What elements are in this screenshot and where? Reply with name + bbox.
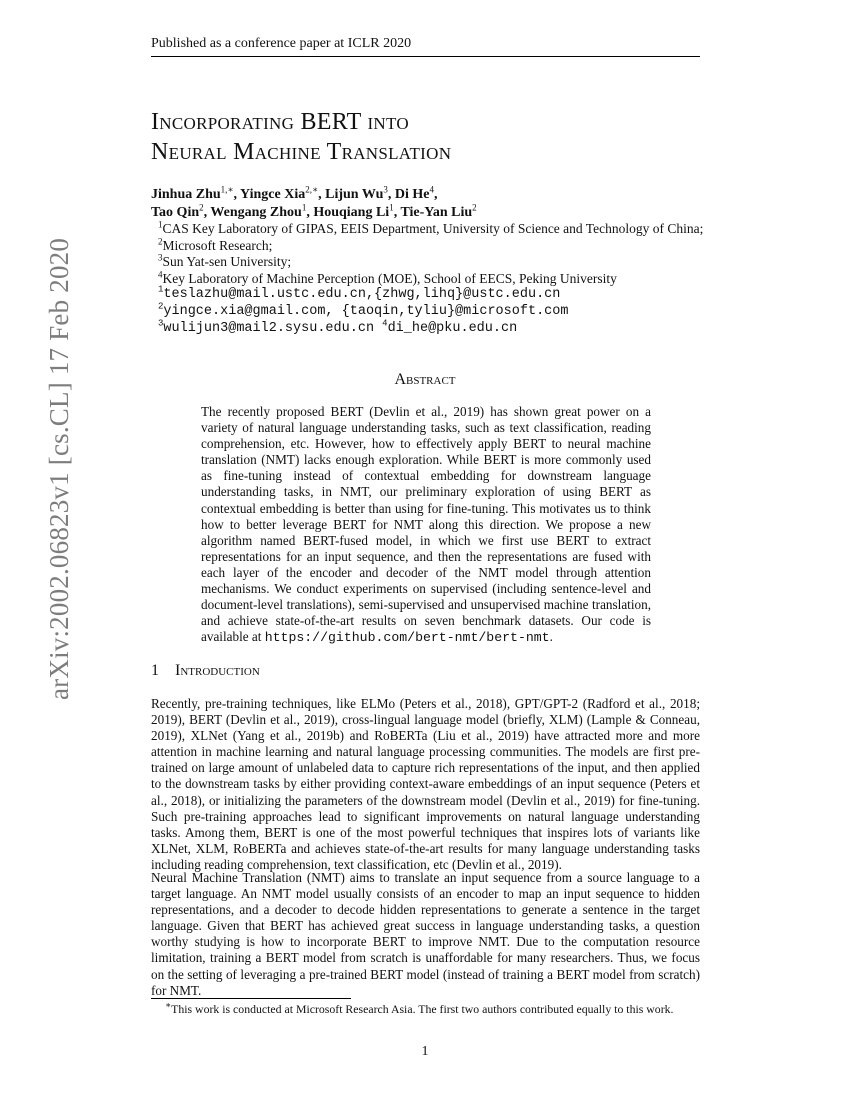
- author-affil-mark: 1: [301, 202, 307, 213]
- footnote-rule: [151, 998, 351, 999]
- intro-paragraph-2: Neural Machine Translation (NMT) aims to translate an input sequence from a source language to a target language. An NMT model usually consists of an encoder to map an input sequence to hidden representations, and a decoder to decode hidden representations to generate a sentence in the target language. Given that BERT has achieved great success in language understanding tasks, a question worthy studying is how to incorporate BERT to improve NMT. Due to the computation resource limitation, training a BERT model from scratch is unaffordable for many researchers. Thus, we focus on the setting of leveraging a pre-trained BERT model (instead of training a BERT model from scratch) for NMT.: [151, 870, 700, 998]
- abstract-heading: Abstract: [394, 371, 456, 388]
- email-line: $^2$yingce.xia@gmail.com, {taoqin,tyliu}@microsoft.com: [158, 301, 569, 319]
- author-name: Jinhua Zhu: [151, 187, 221, 202]
- footnote-text: This work is conducted at Microsoft Research Asia. The first two authors contributed equally to this work.: [171, 1002, 674, 1016]
- running-head: Published as a conference paper at ICLR 2020: [151, 36, 412, 51]
- section-title: Introduction: [175, 662, 260, 679]
- email-line: $^3$wulijun3@mail2.sysu.edu.cn $^4$di_he@pku.edu.cn: [158, 318, 518, 336]
- abstract-body: The recently proposed BERT (Devlin et al., 2019) has shown great power on a variety of natural language understanding tasks, such as text classification, reading comprehension, etc. However, how to effectively apply BERT to neural machine translation (NMT) lacks enough exploration. While BERT is more commonly used as fine-tuning instead of contextual embedding for downstream language understanding tasks, in NMT, our preliminary exploration of using BERT as contextual embedding is better than using for fine-tuning. This motivates us to think how to better leverage BERT for NMT along this direction. We propose a new algorithm named BERT-fused model, in which we first use BERT to extract representations for an input sequence, and then the representations are fused with each layer of the encoder and decoder of the NMT model through attention mechanisms. We conduct experiments on supervised (including sentence-level and document-level translations), semi-supervised and unsupervised machine translation, and achieve state-of-the-art results on seven benchmark datasets. Our code is available at https://github.com/bert-nmt/bert-nmt.: [201, 404, 651, 646]
- author-name: Houqiang Li: [313, 205, 390, 220]
- email-line: $^1$teslazhu@mail.ustc.edu.cn,{zhwg,lihq}@ustc.edu.cn: [158, 284, 561, 303]
- paper-title: [151, 107, 451, 167]
- arxiv-side-stamp: arXiv:2002.06823v1 [cs.CL] 17 Feb 2020: [44, 237, 74, 700]
- author-list: [151, 186, 477, 222]
- affiliations-block: [158, 221, 703, 337]
- author-affil-mark: 1,∗: [220, 184, 234, 195]
- title-line-2: Neural Machine Translation: [151, 139, 452, 165]
- author-affil-mark: 2,∗: [305, 184, 319, 195]
- affiliation-line: $^2$Microsoft Research;: [158, 236, 273, 253]
- author-name: Tao Qin: [151, 205, 200, 220]
- code-link[interactable]: https://github.com/bert-nmt/bert-nmt: [264, 630, 550, 646]
- author-line-1: Jinhua Zhu$^{1,∗}$, Yingce Xia$^{2,∗}$, Lijun Wu$^3$, Di He$^4$,: [151, 184, 438, 202]
- author-name: Di He: [394, 187, 430, 202]
- author-name: Lijun Wu: [325, 187, 384, 202]
- header-rule: [151, 56, 700, 57]
- author-name: Yingce Xia: [240, 187, 306, 202]
- author-line-2: Tao Qin$^2$, Wengang Zhou$^1$, Houqiang Li$^1$, Tie-Yan Liu$^2$: [151, 202, 477, 220]
- footnote: [165, 1002, 673, 1017]
- affiliation-line: $^3$Sun Yat-sen University;: [158, 252, 292, 270]
- author-affil-mark: 4: [429, 184, 434, 195]
- author-affil-mark: 3: [383, 184, 388, 195]
- author-affil-mark: 2: [199, 202, 204, 213]
- author-name: Wengang Zhou: [210, 205, 302, 220]
- author-name: Tie-Yan Liu: [400, 205, 473, 220]
- author-affil-mark: 1: [389, 202, 394, 213]
- page-number: 1: [421, 1044, 429, 1059]
- section-heading: [151, 662, 260, 680]
- intro-paragraph-1: Recently, pre-training techniques, like ELMo (Peters et al., 2018), GPT/GPT-2 (Radford et al., 2018; 2019), BERT (Devlin et al., 2019), cross-lingual language model (briefly, XLM) (Lample & Conneau, 2019), XLNet (Yang et al., 2019b) and RoBERTa (Liu et al., 2019) have attracted more and more attention in machine learning and natural language processing communities. The models are first pre-trained on large amount of unlabeled data to capture rich representations of the input, and then applied to the downstream tasks by either providing context-aware embeddings of an input sequence (Peters et al., 2018), or initializing the parameters of the downstream model (Devlin et al., 2019) for fine-tuning. Such pre-training approaches lead to significant improvements on natural language understanding tasks. Among them, BERT is one of the most powerful techniques that inspires lots of variants like XLNet, XLM, RoBERTa and achieves state-of-the-art results for many language understanding tasks including reading comprehension, text classification, etc (Devlin et al., 2019).: [151, 696, 700, 872]
- section-number: 1: [151, 662, 159, 679]
- footnote-mark: ∗: [165, 1000, 172, 1011]
- abstract-text: The recently proposed BERT (Devlin et al., 2019) has shown great power on a variety of natural language understanding tasks, such as text classification, reading comprehension, etc. However, how to effectively apply BERT to neural machine translation (NMT) lacks enough exploration. While BERT is more commonly used as fine-tuning instead of contextual embedding for downstream language understanding tasks, in NMT, our preliminary exploration of using BERT as contextual embedding is better than using for fine-tuning. This motivates us to think how to better leverage BERT for NMT along this direction. We propose a new algorithm named BERT-fused model, in which we first use BERT to extract representations for an input sequence, and then the representations are fused with each layer of the encoder and decoder of the NMT model through attention mechanisms. We conduct experiments on supervised (including sentence-level and document-level translations), semi-supervised and unsupervised machine translation, and achieve state-of-the-art results on seven benchmark datasets. Our code is available at: [201, 404, 651, 645]
- affiliation-line: $^4$Key Laboratory of Machine Perception (MOE), School of EECS, Peking University: [158, 269, 617, 286]
- author-affil-mark: 2: [472, 202, 477, 213]
- title-line-1: Incorporating BERT into: [151, 109, 409, 135]
- affiliation-line: $^1$CAS Key Laboratory of GIPAS, EEIS Department, University of Science and Technology of China;: [158, 219, 704, 236]
